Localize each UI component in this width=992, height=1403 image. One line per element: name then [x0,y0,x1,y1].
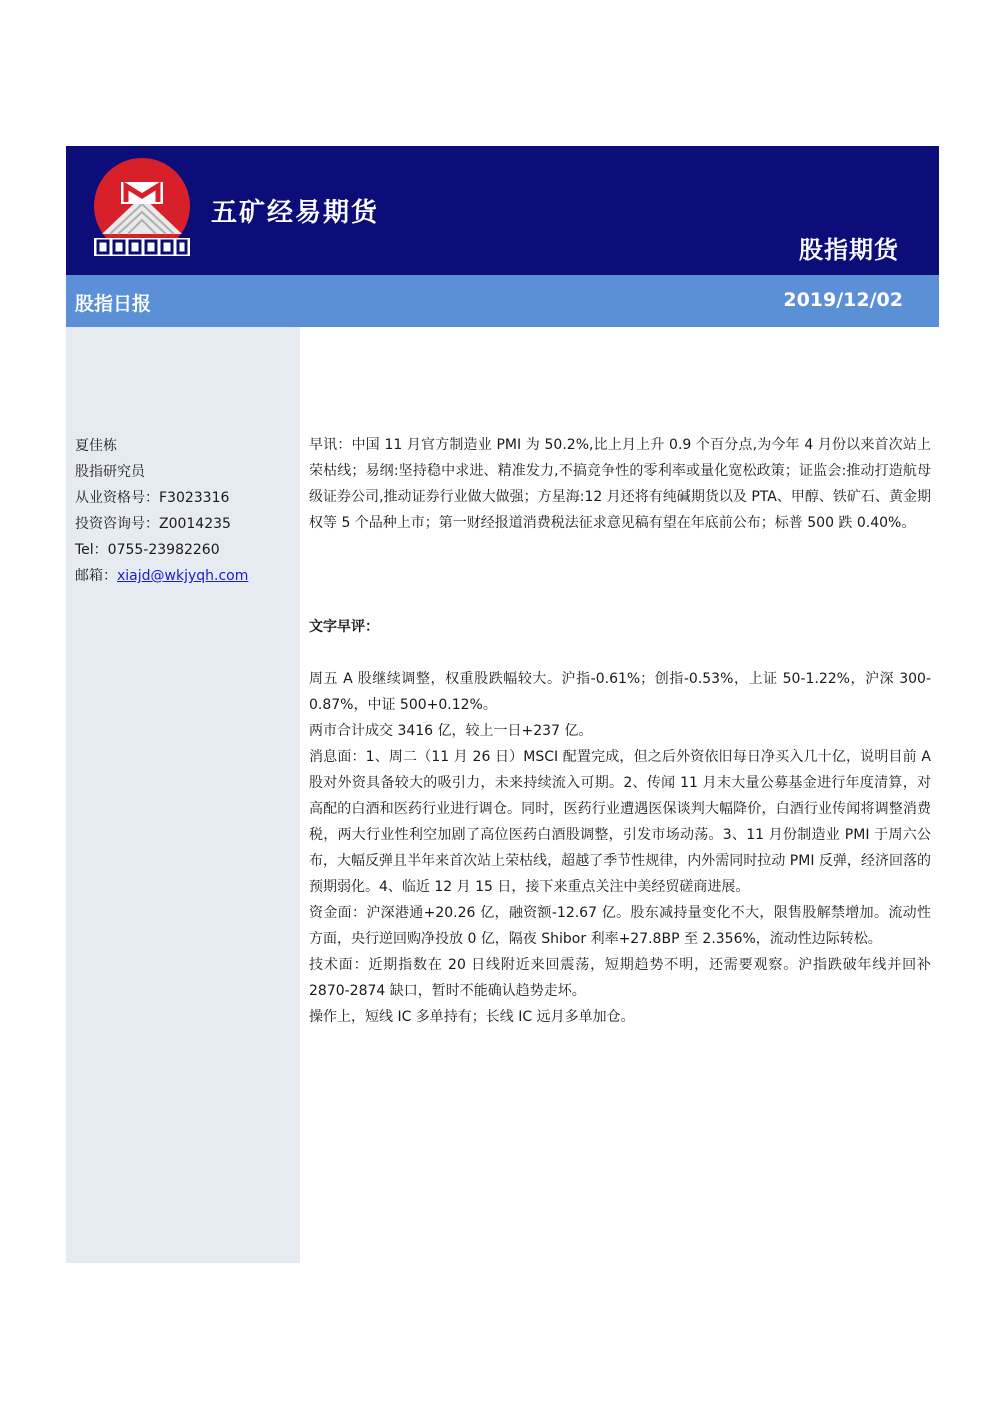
author-email-label: 邮箱： [75,568,117,584]
paragraph-funds: 资金面：沪深港通+20.26 亿，融资额-12.67 亿。股东减持量变化不大，限售股解禁增加。流动性方面，央行逆回购净投放 0 亿，隔夜 Shibor 利率+27.8BP 至 2.356%，流动性边际转松。 [309,905,931,947]
report-type: 股指日报 [75,293,152,315]
author-email-link[interactable]: xiajd@wkjyqh.com [117,568,249,584]
paragraph-strategy: 操作上，短线 IC 多单持有；长线 IC 远月多单加仓。 [309,1009,635,1025]
paragraph-market: 周五 A 股继续调整，权重股跌幅较大。沪指-0.61%；创指-0.53%，上证 50-1.22%，沪深 300-0.87%，中证 500+0.12%。 [309,671,931,713]
author-consult-id: 投资咨询号：Z0014235 [75,516,231,532]
minmetals-logo [88,156,196,264]
author-name: 夏佳栋 [75,438,117,454]
report-header [66,146,939,275]
morning-news: 早讯：中国 11 月官方制造业 PMI 为 50.2%,比上月上升 0.9 个百分点,为今年 4 月份以来首次站上荣枯线；易纲:坚持稳中求进、精准发力,不搞竞争性的零利率或量化宽松政策；证监会:推动打造航母级证券公司,推动证券行业做大做强；方星海:12 月还将有纯碱期货以及 PTA、甲醇、铁矿石、黄金期权等 5 个品种上市；第一财经报道消费税法征求意见稿有望在年底前公布；标普 500 跌 0.40%。 [309,437,931,531]
author-email-row [75,563,248,589]
author-title: 股指研究员 [75,464,145,480]
report-category: 股指期货 [799,236,899,264]
paragraph-volume: 两市合计成交 3416 亿，较上一日+237 亿。 [309,723,593,739]
paragraph-technical: 技术面：近期指数在 20 日线附近来回震荡，短期趋势不明，还需要观察。沪指跌破年线并回补 2870-2874 缺口，暂时不能确认趋势走坏。 [309,957,931,999]
report-date: 2019/12/02 [783,289,903,311]
section-title: 文字早评： [309,619,379,635]
report-subbar [66,275,939,327]
author-sidebar [66,327,300,1263]
author-tel: Tel：0755-23982260 [75,542,220,558]
paragraph-news: 消息面：1、周二（11 月 26 日）MSCI 配置完成，但之后外资依旧每日净买入几十亿，说明目前 A 股对外资具备较大的吸引力，未来持续流入可期。2、传闻 11 月末大量公募基金进行年度清算，对高配的白酒和医药行业进行调仓。同时，医药行业遭遇医保谈判大幅降价，白酒行业传闻将调整消费税，两大行业性利空加剧了高位医药白酒股调整，引发市场动荡。3、11 月份制造业 PMI 于周六公布，大幅反弹且半年来首次站上荣枯线，超越了季节性规律，内外需同时拉动 PMI 反弹，经济回落的预期弱化。4、临近 12 月 15 日，接下来重点关注中美经贸磋商进展。 [309,749,931,895]
author-info [75,433,248,589]
company-name: 五矿经易期货 [211,198,380,228]
report-body [309,432,931,1030]
author-license: 从业资格号：F3023316 [75,490,230,506]
